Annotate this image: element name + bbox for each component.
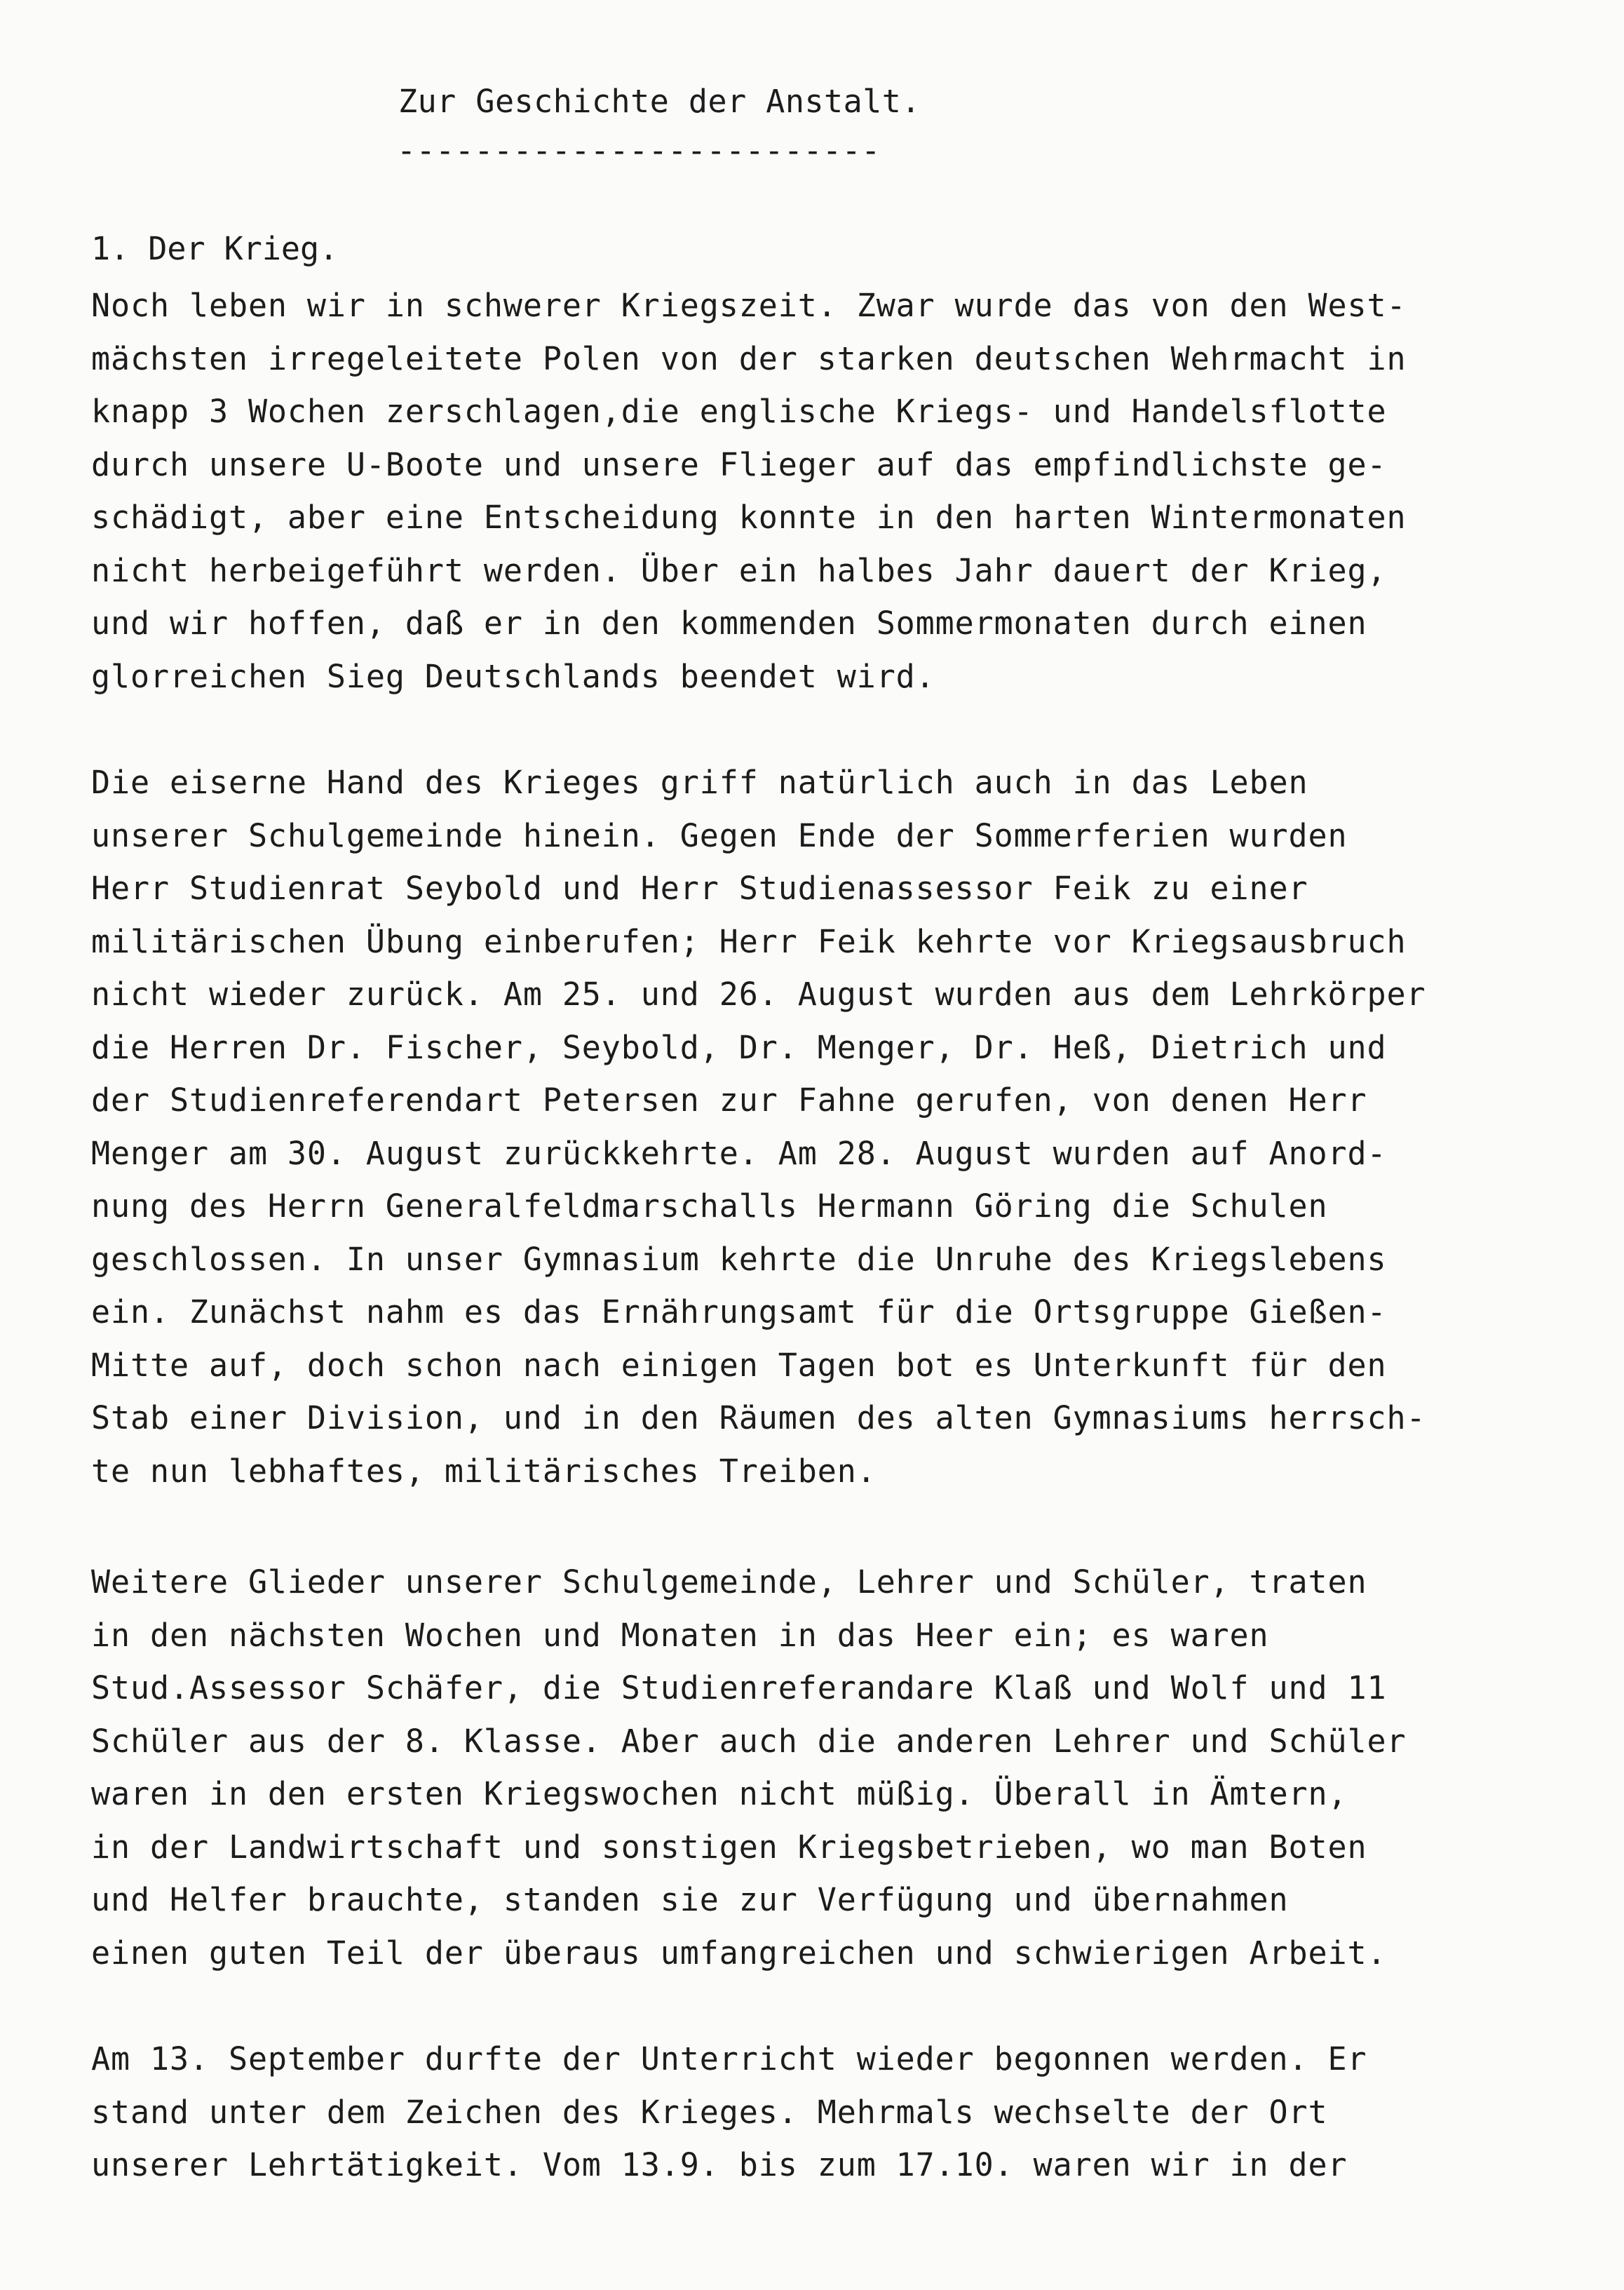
text-line: militärischen Übung einberufen; Herr Feik kehrte vor Kriegsausbruch [91, 922, 1407, 960]
text-line: Schüler aus der 8. Klasse. Aber auch die anderen Lehrer und Schüler [91, 1722, 1407, 1760]
paragraph-1 [91, 279, 1557, 703]
section-heading: 1. Der Krieg. [91, 230, 339, 267]
text-line: te nun lebhaftes, militärisches Treiben. [91, 1452, 877, 1490]
text-line: durch unsere U-Boote und unsere Flieger auf das empfindlichste ge- [91, 445, 1387, 483]
text-line: in der Landwirtschaft und sonstigen Kriegsbetrieben, wo man Boten [91, 1828, 1367, 1866]
text-line: Herr Studienrat Seybold und Herr Studienassessor Feik zu einer [91, 870, 1308, 907]
text-line: geschlossen. In unser Gymnasium kehrte die Unruhe des Kriegslebens [91, 1240, 1387, 1278]
text-line: Noch leben wir in schwerer Kriegszeit. Zwar wurde das von den West- [91, 287, 1407, 324]
text-line: Die eiserne Hand des Krieges griff natürlich auch in das Leben [91, 764, 1308, 801]
text-line: Menger am 30. August zurückkehrte. Am 28. August wurden auf Anord- [91, 1134, 1387, 1172]
text-line: Weitere Glieder unserer Schulgemeinde, Lehrer und Schüler, traten [91, 1563, 1367, 1601]
paragraph-4 [91, 2033, 1557, 2192]
text-line: einen guten Teil der überaus umfangreichen und schwierigen Arbeit. [91, 1934, 1387, 1972]
text-line: nicht wieder zurück. Am 25. und 26. August wurden aus dem Lehrkörper [91, 976, 1426, 1013]
text-line: ein. Zunächst nahm es das Ernährungsamt für die Ortsgruppe Gießen- [91, 1293, 1387, 1331]
text-line: stand unter dem Zeichen des Krieges. Mehrmals wechselte der Ort [91, 2093, 1328, 2131]
text-line: unserer Schulgemeinde hinein. Gegen Ende der Sommerferien wurden [91, 816, 1348, 854]
text-line: unserer Lehrtätigkeit. Vom 13.9. bis zum 17.10. waren wir in der [91, 2146, 1348, 2183]
text-line: nung des Herrn Generalfeldmarschalls Hermann Göring die Schulen [91, 1187, 1328, 1225]
text-line: mächsten irregeleitete Polen von der starken deutschen Wehrmacht in [91, 339, 1407, 377]
text-line: Am 13. September durfte der Unterricht wieder begonnen werden. Er [91, 2040, 1367, 2077]
text-line: glorreichen Sieg Deutschlands beendet wird. [91, 657, 935, 695]
paragraph-3 [91, 1556, 1557, 1979]
page-title: Zur Geschichte der Anstalt. [398, 83, 921, 120]
text-line: in den nächsten Wochen und Monaten in das Heer ein; es waren [91, 1616, 1269, 1654]
text-line: Stud.Assessor Schäfer, die Studienreferandare Klaß und Wolf und 11 [91, 1669, 1387, 1706]
text-line: und wir hoffen, daß er in den kommenden Sommermonaten durch einen [91, 605, 1367, 642]
text-line: schädigt, aber eine Entscheidung konnte in den harten Wintermonaten [91, 499, 1407, 536]
paragraph-2 [91, 756, 1557, 1497]
text-line: die Herren Dr. Fischer, Seybold, Dr. Menger, Dr. Heß, Dietrich und [91, 1028, 1387, 1066]
text-line: und Helfer brauchte, standen sie zur Verfügung und übernahmen [91, 1881, 1289, 1918]
text-line: Stab einer Division, und in den Räumen des alten Gymnasiums herrsch- [91, 1399, 1426, 1436]
title-underline: ------------------------- [397, 132, 881, 169]
text-line: der Studienreferendart Petersen zur Fahne gerufen, von denen Herr [91, 1082, 1367, 1119]
text-line: nicht herbeigeführt werden. Über ein halbes Jahr dauert der Krieg, [91, 551, 1387, 589]
text-line: waren in den ersten Kriegswochen nicht müßig. Überall in Ämtern, [91, 1775, 1348, 1812]
text-line: knapp 3 Wochen zerschlagen,die englische Kriegs- und Handelsflotte [91, 393, 1387, 430]
text-line: Mitte auf, doch schon nach einigen Tagen bot es Unterkunft für den [91, 1346, 1387, 1384]
